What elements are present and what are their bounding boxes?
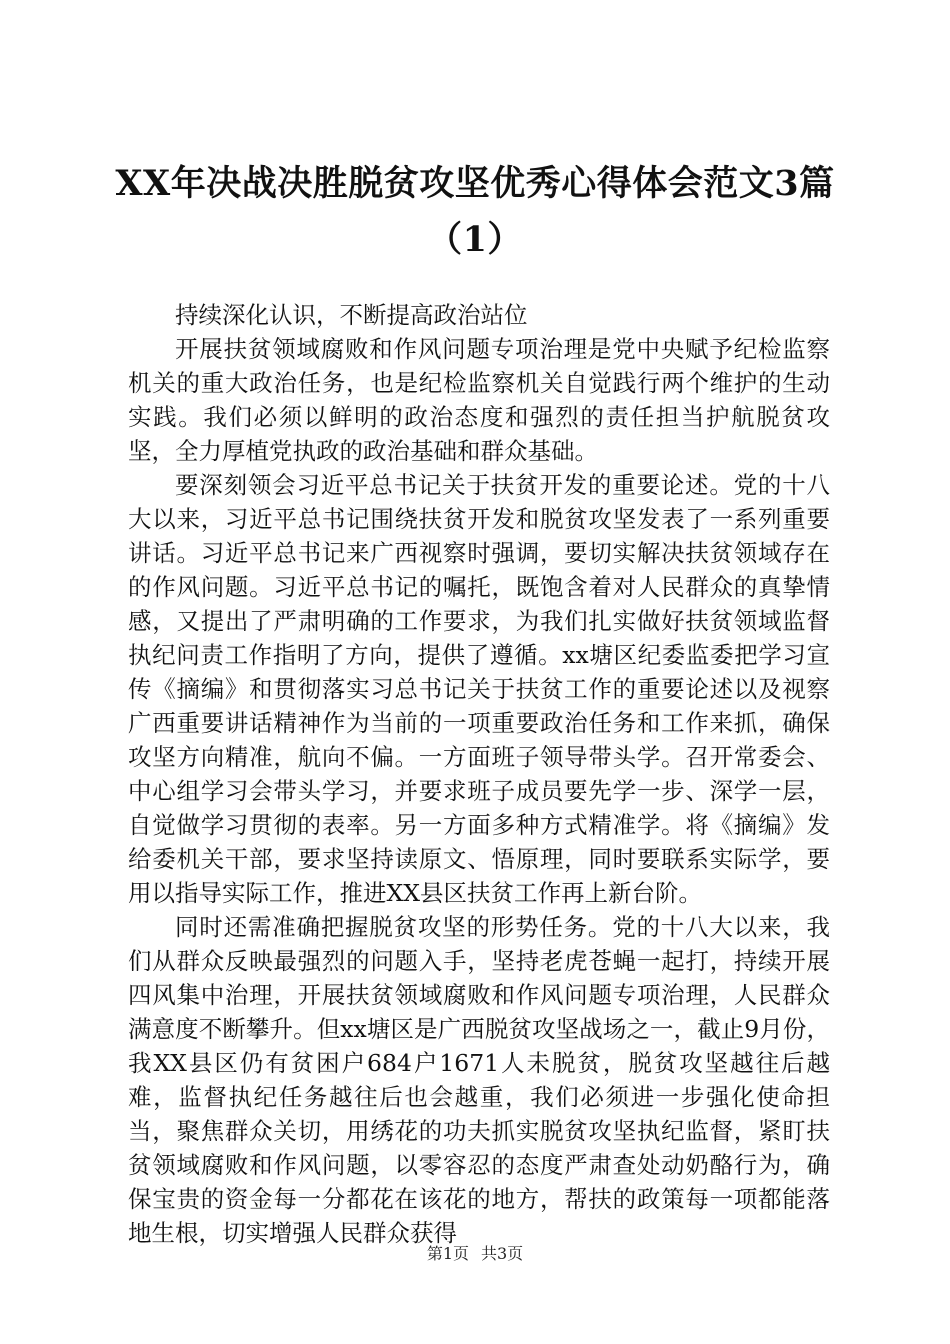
page-number: 第1页	[426, 1244, 469, 1263]
page-footer	[0, 1244, 950, 1264]
paragraph-3: 同时还需准确把握脱贫攻坚的形势任务。党的十八大以来，我们从群众反映最强烈的问题入手，坚持老虎苍蝇一起打，持续开展四风集中治理，开展扶贫领域腐败和作风问题专项治理，人民群众满意度不断攀升。但xx塘区是广西脱贫攻坚战场之一，截止9月份，我XX县区仍有贫困户684户1671人未脱贫，脱贫攻坚越往后越难，监督执纪任务越往后也会越重，我们必须进一步强化使命担当，聚焦群众关切，用绣花的功夫抓实脱贫攻坚执纪监督，紧盯扶贫领域腐败和作风问题，以零容忍的态度严肃查处动奶酪行为，确保宝贵的资金每一分都花在该花的地方，帮扶的政策每一项都能落地生根，切实增强人民群众获得	[128, 913, 830, 1247]
document-body	[128, 298, 830, 1250]
page-total: 共3页	[481, 1244, 524, 1263]
title-line-1: XX年决战决胜脱贫攻坚优秀心得体会范文3篇	[115, 163, 835, 204]
document-title	[110, 156, 840, 268]
section-heading: 持续深化认识，不断提高政治站位	[175, 301, 528, 329]
paragraph-1: 开展扶贫领域腐败和作风问题专项治理是党中央赋予纪检监察机关的重大政治任务，也是纪检监察机关自觉践行两个维护的生动实践。我们必须以鲜明的政治态度和强烈的责任担当护航脱贫攻坚，全力厚植党执政的政治基础和群众基础。	[128, 335, 830, 465]
paragraph-2: 要深刻领会习近平总书记关于扶贫开发的重要论述。党的十八大以来，习近平总书记围绕扶贫开发和脱贫攻坚发表了一系列重要讲话。习近平总书记来广西视察时强调，要切实解决扶贫领域存在的作风问题。习近平总书记的嘱托，既饱含着对人民群众的真挚情感，又提出了严肃明确的工作要求，为我们扎实做好扶贫领域监督执纪问责工作指明了方向，提供了遵循。xx塘区纪委监委把学习宣传《摘编》和贯彻落实习总书记关于扶贫工作的重要论述以及视察广西重要讲话精神作为当前的一项重要政治任务和工作来抓，确保攻坚方向精准，航向不偏。一方面班子领导带头学。召开常委会、中心组学习会带头学习，并要求班子成员要先学一步、深学一层，自觉做学习贯彻的表率。另一方面多种方式精准学。将《摘编》发给委机关干部，要求坚持读原文、悟原理，同时要联系实际学，要用以指导实际工作，推进XX县区扶贫工作再上新台阶。	[128, 471, 830, 907]
title-line-2: （1）	[427, 219, 523, 260]
